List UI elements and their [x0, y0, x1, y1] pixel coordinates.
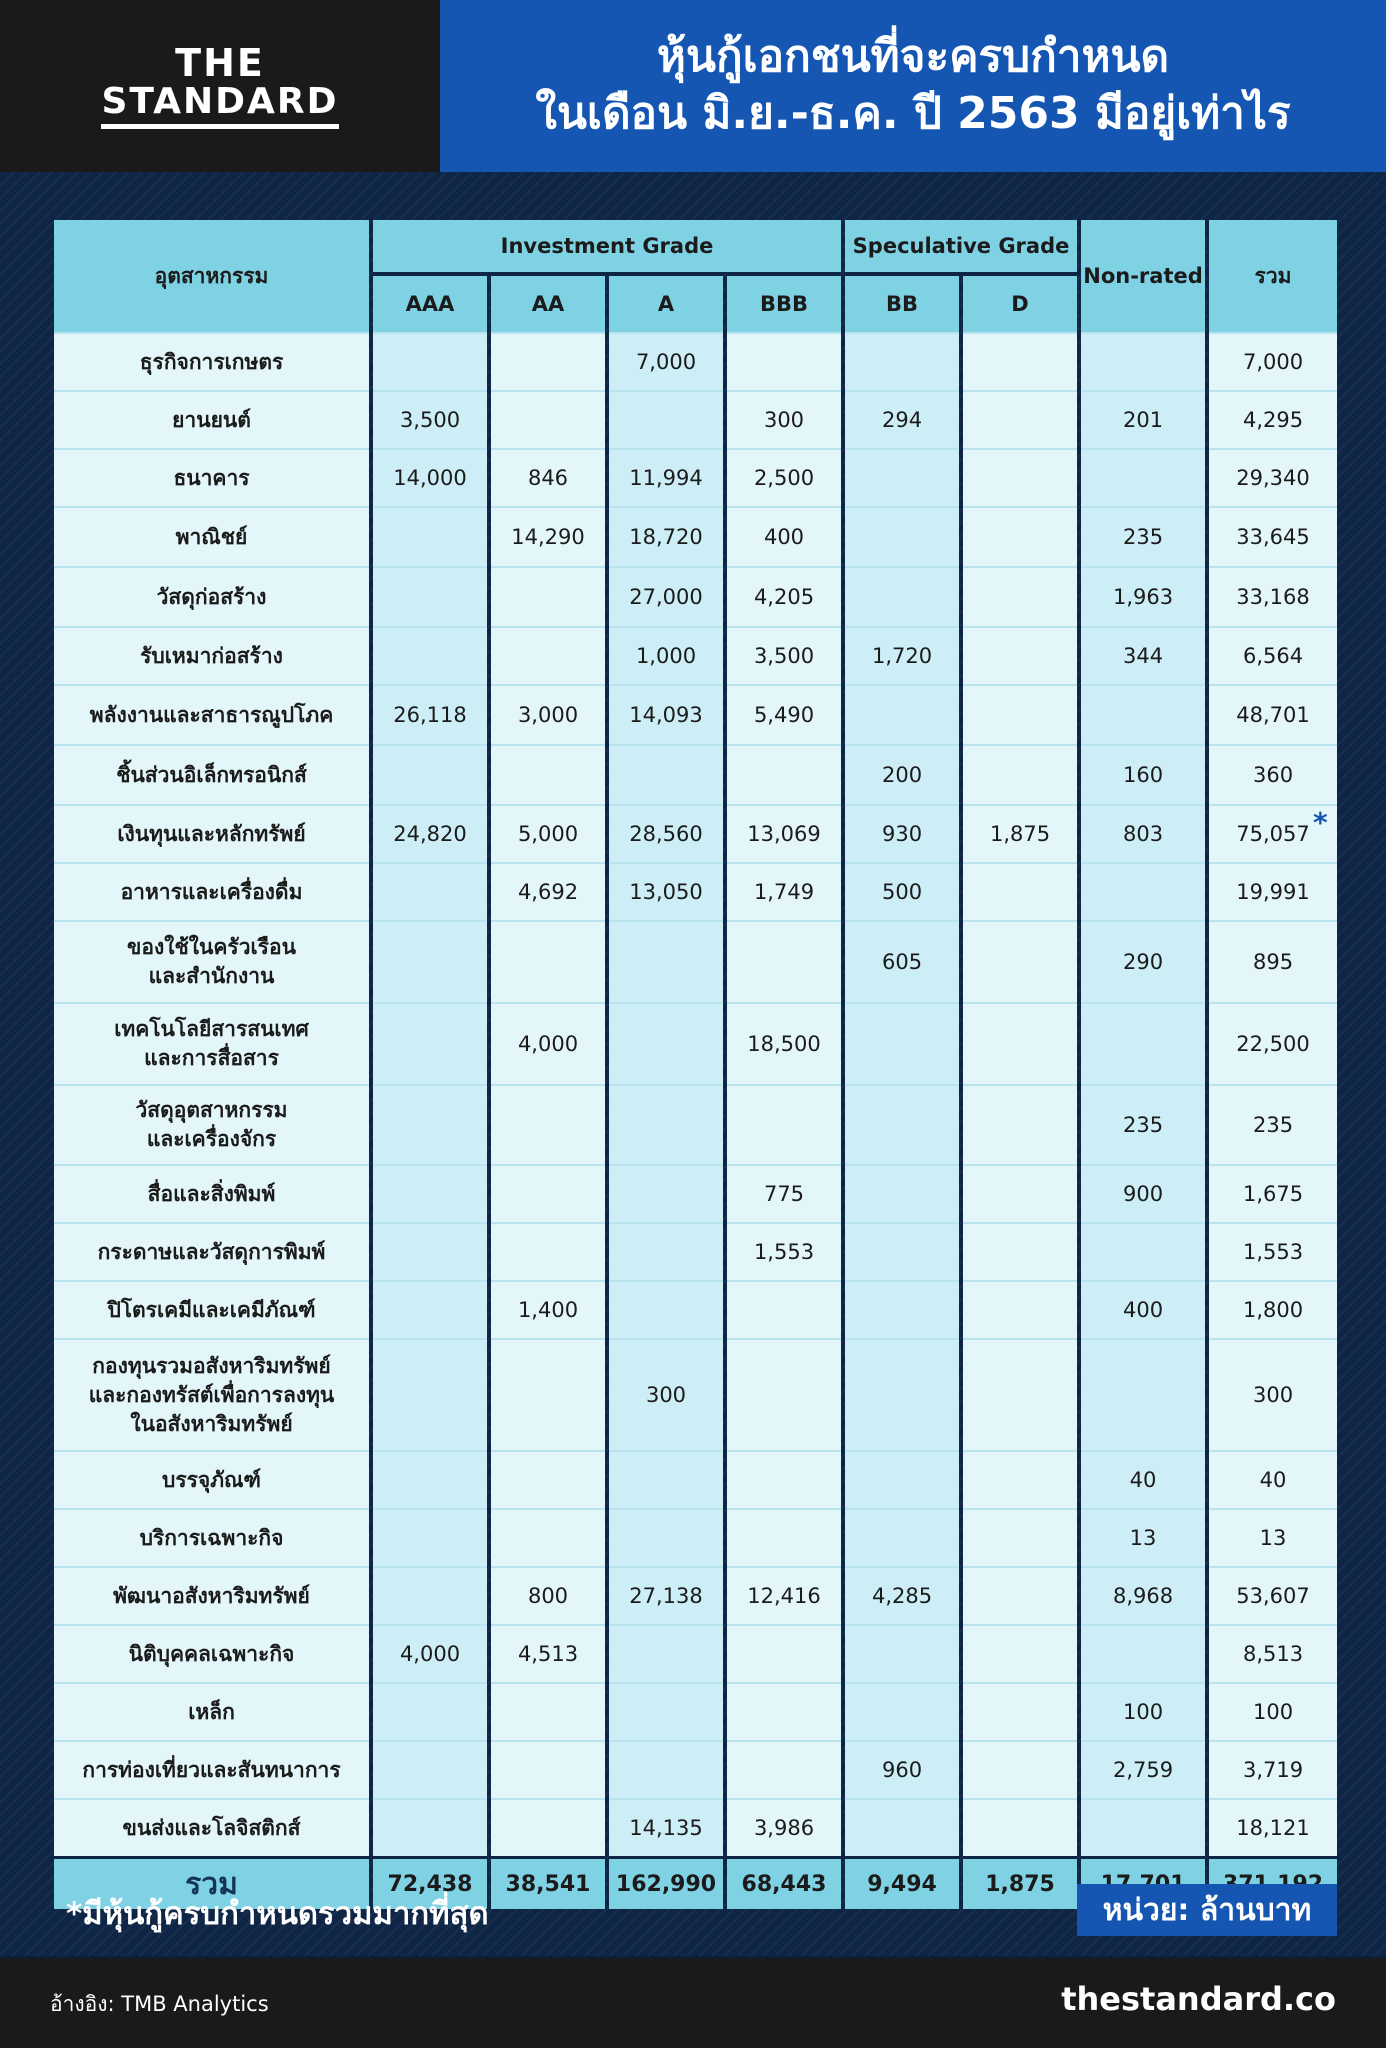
cell-aaa [373, 1338, 487, 1450]
cell-total: 19,991 [1209, 862, 1337, 920]
cell-bbb: 1,749 [727, 862, 841, 920]
cell-total: 895 [1209, 920, 1337, 1002]
unit-badge: หน่วย: ล้านบาท [1077, 1884, 1337, 1936]
total-a: 162,990 [609, 1856, 723, 1909]
cell-bb: 4,285 [845, 1566, 959, 1624]
industry-name: ขนส่งและโลจิสติกส์ [54, 1798, 369, 1856]
cell-nr: 900 [1081, 1164, 1205, 1222]
cell-aa: 3,000 [491, 684, 605, 744]
cell-bb [845, 506, 959, 566]
bond-table [50, 220, 1341, 1909]
cell-aaa: 4,000 [373, 1624, 487, 1682]
cell-bbb: 300 [727, 390, 841, 448]
industry-name: เหล็ก [54, 1682, 369, 1740]
cell-aa [491, 332, 605, 390]
cell-bbb: 775 [727, 1164, 841, 1222]
cell-a [609, 1222, 723, 1280]
cell-bbb [727, 1508, 841, 1566]
industry-name: ของใช้ในครัวเรือน และสำนักงาน [54, 920, 369, 1002]
cell-a: 300 [609, 1338, 723, 1450]
header-aa: AA [491, 272, 605, 332]
cell-bb [845, 1450, 959, 1508]
cell-d [963, 448, 1077, 506]
cell-bbb [727, 920, 841, 1002]
cell-d [963, 920, 1077, 1002]
cell-bb [845, 1682, 959, 1740]
table-row [54, 626, 1337, 684]
industry-name: อาหารและเครื่องดื่ม [54, 862, 369, 920]
cell-nr [1081, 1222, 1205, 1280]
cell-total: 53,607 [1209, 1566, 1337, 1624]
cell-total: 7,000 [1209, 332, 1337, 390]
cell-total: 29,340 [1209, 448, 1337, 506]
cell-nr [1081, 1002, 1205, 1084]
cell-bbb: 4,205 [727, 566, 841, 626]
industry-name: พาณิชย์ [54, 506, 369, 566]
industry-name: เทคโนโลยีสารสนเทศ และการสื่อสาร [54, 1002, 369, 1084]
cell-a [609, 1280, 723, 1338]
cell-aaa [373, 626, 487, 684]
industry-name: วัสดุอุตสาหกรรม และเครื่องจักร [54, 1084, 369, 1164]
cell-bb [845, 448, 959, 506]
industry-name: นิติบุคคลเฉพาะกิจ [54, 1624, 369, 1682]
cell-aaa: 26,118 [373, 684, 487, 744]
cell-bbb: 1,553 [727, 1222, 841, 1280]
cell-a: 1,000 [609, 626, 723, 684]
cell-d [963, 1740, 1077, 1798]
cell-total: 18,121 [1209, 1798, 1337, 1856]
cell-aa: 846 [491, 448, 605, 506]
cell-total: 13 [1209, 1508, 1337, 1566]
cell-bb [845, 566, 959, 626]
cell-bbb [727, 1338, 841, 1450]
cell-a [609, 1164, 723, 1222]
cell-d [963, 390, 1077, 448]
table-row [54, 1002, 1337, 1084]
cell-bbb: 5,490 [727, 684, 841, 744]
table-row [54, 1450, 1337, 1508]
reference: อ้างอิง: TMB Analytics [50, 1992, 269, 2016]
cell-a: 13,050 [609, 862, 723, 920]
total-aa: 38,541 [491, 1856, 605, 1909]
industry-name: ธุรกิจการเกษตร [54, 332, 369, 390]
table-row [54, 920, 1337, 1002]
cell-a: 18,720 [609, 506, 723, 566]
industry-name: กระดาษและวัสดุการพิมพ์ [54, 1222, 369, 1280]
cell-d [963, 1450, 1077, 1508]
cell-nr [1081, 332, 1205, 390]
cell-a: 27,000 [609, 566, 723, 626]
industry-name: ยานยนต์ [54, 390, 369, 448]
cell-d [963, 1682, 1077, 1740]
cell-aa [491, 744, 605, 804]
title-line1: หุ้นกู้เอกชนที่จะครบกำหนด [656, 31, 1170, 82]
cell-aa: 4,692 [491, 862, 605, 920]
cell-bb [845, 1508, 959, 1566]
header-investment-grade: Investment Grade [373, 220, 841, 272]
industry-name: กองทุนรวมอสังหาริมทรัพย์ และกองทรัสต์เพื่อการลงทุน ในอสังหาริมทรัพย์ [54, 1338, 369, 1450]
header-industry: อุตสาหกรรม [54, 220, 369, 332]
cell-a: 11,994 [609, 448, 723, 506]
cell-d [963, 1002, 1077, 1084]
cell-a: 28,560 [609, 804, 723, 862]
cell-aa [491, 566, 605, 626]
cell-aa [491, 1084, 605, 1164]
table-row [54, 804, 1337, 862]
cell-d [963, 566, 1077, 626]
table-row [54, 1222, 1337, 1280]
cell-nr: 2,759 [1081, 1740, 1205, 1798]
cell-aaa [373, 1222, 487, 1280]
cell-a [609, 1450, 723, 1508]
cell-nr: 8,968 [1081, 1566, 1205, 1624]
cell-total: 3,719 [1209, 1740, 1337, 1798]
cell-aaa [373, 744, 487, 804]
industry-name: บรรจุภัณฑ์ [54, 1450, 369, 1508]
header [0, 0, 1386, 172]
cell-bbb [727, 1450, 841, 1508]
cell-bbb: 18,500 [727, 1002, 841, 1084]
cell-bb [845, 1338, 959, 1450]
cell-d [963, 1566, 1077, 1624]
cell-total: 1,553 [1209, 1222, 1337, 1280]
cell-bbb [727, 332, 841, 390]
cell-aa: 4,513 [491, 1624, 605, 1682]
table-row [54, 1682, 1337, 1740]
title-line2: ในเดือน มิ.ย.-ธ.ค. ปี 2563 มีอยู่เท่าไร [535, 88, 1291, 139]
cell-bbb: 3,986 [727, 1798, 841, 1856]
table-row [54, 744, 1337, 804]
cell-a: 14,093 [609, 684, 723, 744]
cell-aaa [373, 862, 487, 920]
cell-nr: 40 [1081, 1450, 1205, 1508]
industry-name: เงินทุนและหลักทรัพย์ [54, 804, 369, 862]
cell-bb [845, 1002, 959, 1084]
industry-name: บริการเฉพาะกิจ [54, 1508, 369, 1566]
table-row [54, 332, 1337, 390]
cell-bbb [727, 1280, 841, 1338]
cell-bbb [727, 1624, 841, 1682]
cell-aaa [373, 1508, 487, 1566]
cell-a [609, 920, 723, 1002]
header-aaa: AAA [373, 272, 487, 332]
cell-nr: 1,963 [1081, 566, 1205, 626]
cell-total: 360 [1209, 744, 1337, 804]
cell-total: 6,564 [1209, 626, 1337, 684]
table-row [54, 1084, 1337, 1164]
cell-bb: 930 [845, 804, 959, 862]
header-speculative-grade: Speculative Grade [845, 220, 1077, 272]
cell-d [963, 1798, 1077, 1856]
logo-line2: STANDARD [101, 84, 338, 129]
industry-name: ชิ้นส่วนอิเล็กทรอนิกส์ [54, 744, 369, 804]
cell-aaa [373, 506, 487, 566]
cell-d [963, 332, 1077, 390]
cell-nr: 235 [1081, 1084, 1205, 1164]
industry-name: รับเหมาก่อสร้าง [54, 626, 369, 684]
cell-a: 14,135 [609, 1798, 723, 1856]
cell-a [609, 1084, 723, 1164]
cell-nr [1081, 862, 1205, 920]
cell-nr: 13 [1081, 1508, 1205, 1566]
cell-aaa [373, 1450, 487, 1508]
table-row [54, 1566, 1337, 1624]
cell-d [963, 1508, 1077, 1566]
footnote: *มีหุ้นกู้ครบกำหนดรวมมากที่สุด [66, 1896, 489, 1932]
table-row [54, 448, 1337, 506]
cell-nr [1081, 684, 1205, 744]
table-row [54, 506, 1337, 566]
cell-total: 33,645 [1209, 506, 1337, 566]
cell-a [609, 390, 723, 448]
cell-aa [491, 626, 605, 684]
table-body [54, 332, 1337, 1909]
cell-a [609, 1682, 723, 1740]
cell-a [609, 1740, 723, 1798]
cell-aaa [373, 332, 487, 390]
logo [0, 0, 440, 172]
cell-total: 40 [1209, 1450, 1337, 1508]
table-row [54, 1280, 1337, 1338]
cell-aaa [373, 1084, 487, 1164]
cell-aa: 4,000 [491, 1002, 605, 1084]
cell-nr: 290 [1081, 920, 1205, 1002]
cell-nr: 400 [1081, 1280, 1205, 1338]
cell-total: 8,513 [1209, 1624, 1337, 1682]
total-d: 1,875 [963, 1856, 1077, 1909]
cell-aa [491, 920, 605, 1002]
cell-aaa [373, 1798, 487, 1856]
cell-bbb: 3,500 [727, 626, 841, 684]
cell-aaa [373, 1164, 487, 1222]
header-a: A [609, 272, 723, 332]
cell-d [963, 1338, 1077, 1450]
cell-nr: 344 [1081, 626, 1205, 684]
header-bbb: BBB [727, 272, 841, 332]
cell-aa [491, 1508, 605, 1566]
table-row [54, 1740, 1337, 1798]
industry-name: ธนาคาร [54, 448, 369, 506]
table-row [54, 1508, 1337, 1566]
cell-bbb: 13,069 [727, 804, 841, 862]
cell-bb [845, 1798, 959, 1856]
industry-name: ปิโตรเคมีและเคมีภัณฑ์ [54, 1280, 369, 1338]
cell-aa [491, 1450, 605, 1508]
cell-total: 235 [1209, 1084, 1337, 1164]
cell-bbb: 400 [727, 506, 841, 566]
cell-bb: 605 [845, 920, 959, 1002]
table-row [54, 390, 1337, 448]
footer [0, 1958, 1386, 2048]
cell-nr: 803 [1081, 804, 1205, 862]
cell-nr [1081, 1624, 1205, 1682]
page-title [440, 0, 1386, 172]
cell-aaa: 24,820 [373, 804, 487, 862]
cell-aa: 5,000 [491, 804, 605, 862]
cell-d [963, 684, 1077, 744]
cell-d [963, 626, 1077, 684]
cell-bbb: 2,500 [727, 448, 841, 506]
industry-name: วัสดุก่อสร้าง [54, 566, 369, 626]
cell-total: 22,500 [1209, 1002, 1337, 1084]
cell-bbb [727, 1084, 841, 1164]
cell-total: 75,057 [1209, 804, 1337, 862]
cell-aaa [373, 566, 487, 626]
cell-bb: 200 [845, 744, 959, 804]
cell-aaa [373, 1682, 487, 1740]
cell-aaa [373, 1002, 487, 1084]
cell-d [963, 1624, 1077, 1682]
total-row-label: รวม [54, 1856, 369, 1909]
cell-aa [491, 390, 605, 448]
cell-d [963, 1280, 1077, 1338]
cell-total: 1,675 [1209, 1164, 1337, 1222]
cell-d [963, 1084, 1077, 1164]
cell-bb [845, 1280, 959, 1338]
cell-a [609, 744, 723, 804]
cell-bb [845, 684, 959, 744]
highlight-asterisk: * [1313, 806, 1328, 839]
cell-aa [491, 1222, 605, 1280]
cell-bbb [727, 1682, 841, 1740]
header-bb: BB [845, 272, 959, 332]
table-row [54, 862, 1337, 920]
cell-total: 1,800 [1209, 1280, 1337, 1338]
cell-bb: 960 [845, 1740, 959, 1798]
industry-name: พลังงานและสาธารณูปโภค [54, 684, 369, 744]
cell-d [963, 506, 1077, 566]
industry-name: สื่อและสิ่งพิมพ์ [54, 1164, 369, 1222]
table-row [54, 566, 1337, 626]
cell-a [609, 1508, 723, 1566]
cell-nr: 235 [1081, 506, 1205, 566]
table-row [54, 684, 1337, 744]
cell-bb [845, 332, 959, 390]
cell-bb [845, 1084, 959, 1164]
cell-a: 7,000 [609, 332, 723, 390]
cell-aaa [373, 920, 487, 1002]
cell-aa [491, 1682, 605, 1740]
cell-nr: 160 [1081, 744, 1205, 804]
table-row [54, 1338, 1337, 1450]
cell-d [963, 1164, 1077, 1222]
table-row [54, 1164, 1337, 1222]
cell-aa [491, 1338, 605, 1450]
cell-aaa [373, 1566, 487, 1624]
cell-bbb: 12,416 [727, 1566, 841, 1624]
cell-aa [491, 1164, 605, 1222]
cell-aaa: 14,000 [373, 448, 487, 506]
cell-aaa [373, 1740, 487, 1798]
total-bbb: 68,443 [727, 1856, 841, 1909]
header-d: D [963, 272, 1077, 332]
cell-bb [845, 1222, 959, 1280]
table-row [54, 1798, 1337, 1856]
cell-total: 100 [1209, 1682, 1337, 1740]
cell-bb: 294 [845, 390, 959, 448]
cell-total: 33,168 [1209, 566, 1337, 626]
cell-total: 300 [1209, 1338, 1337, 1450]
cell-nr [1081, 448, 1205, 506]
cell-nr [1081, 1798, 1205, 1856]
header-total: รวม [1209, 220, 1337, 332]
cell-bb: 500 [845, 862, 959, 920]
cell-d [963, 1222, 1077, 1280]
cell-aa [491, 1798, 605, 1856]
cell-a [609, 1002, 723, 1084]
table-row [54, 1624, 1337, 1682]
site-url: thestandard.co [1061, 1980, 1336, 2018]
logo-line1: THE [175, 40, 265, 85]
cell-d [963, 744, 1077, 804]
cell-aaa: 3,500 [373, 390, 487, 448]
cell-aa: 800 [491, 1566, 605, 1624]
cell-aa: 1,400 [491, 1280, 605, 1338]
cell-nr: 201 [1081, 390, 1205, 448]
cell-bbb [727, 1740, 841, 1798]
cell-bbb [727, 744, 841, 804]
cell-a [609, 1624, 723, 1682]
cell-bb: 1,720 [845, 626, 959, 684]
cell-d: 1,875 [963, 804, 1077, 862]
industry-name: พัฒนาอสังหาริมทรัพย์ [54, 1566, 369, 1624]
total-aaa: 72,438 [373, 1856, 487, 1909]
cell-bb [845, 1164, 959, 1222]
cell-aa [491, 1740, 605, 1798]
cell-d [963, 862, 1077, 920]
cell-total: 4,295 [1209, 390, 1337, 448]
cell-nr: 100 [1081, 1682, 1205, 1740]
header-non-rated: Non-rated [1081, 220, 1205, 332]
cell-aaa [373, 1280, 487, 1338]
industry-name: การท่องเที่ยวและสันทนาการ [54, 1740, 369, 1798]
cell-nr [1081, 1338, 1205, 1450]
cell-a: 27,138 [609, 1566, 723, 1624]
cell-aa: 14,290 [491, 506, 605, 566]
cell-total: 48,701 [1209, 684, 1337, 744]
cell-bb [845, 1624, 959, 1682]
total-bb: 9,494 [845, 1856, 959, 1909]
